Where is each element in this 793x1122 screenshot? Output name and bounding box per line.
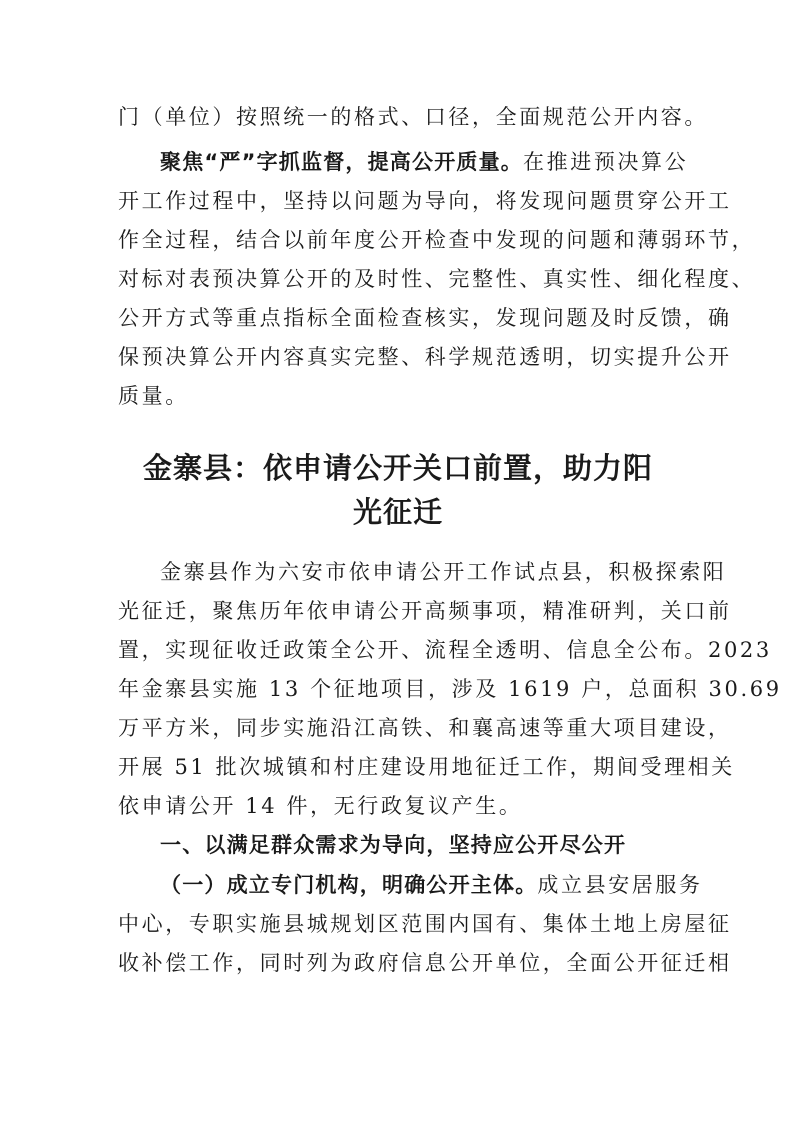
- paragraph-line: 质量。: [118, 384, 189, 408]
- paragraph-first-line: [160, 147, 689, 177]
- paragraph-line: 对标对表预决算公开的及时性、完整性、真实性、细化程度、: [118, 267, 756, 291]
- paragraph-line-text: 在推进预决算公: [523, 150, 689, 174]
- article-title-line-1: 金寨县：依申请公开关口前置，助力阳: [142, 451, 653, 485]
- paragraph-first-line: [160, 870, 703, 900]
- paragraph-line: 开展 51 批次城镇和村庄建设用地征迁工作，期间受理相关: [118, 755, 735, 779]
- section-heading: 一、以满足群众需求为导向，坚持应公开尽公开: [160, 833, 627, 857]
- paragraph-line: 开工作过程中，坚持以问题为导向，将发现问题贯穿公开工: [118, 189, 732, 213]
- paragraph-line: 置，实现征收迁政策全公开、流程全透明、信息全公布。2023: [118, 638, 772, 662]
- paragraph-line-text: 成立县安居服务: [537, 873, 703, 897]
- paragraph-line: 作全过程，结合以前年度公开检查中发现的问题和薄弱环节，: [118, 228, 756, 252]
- article-title-line-2: 光征迁: [352, 495, 443, 529]
- paragraph-line: 依申请公开 14 件，无行政复议产生。: [118, 794, 523, 818]
- paragraph-line: 公开方式等重点指标全面检查核实，发现问题及时反馈，确: [118, 306, 732, 330]
- paragraph-lead-bold: （一）成立专门机构，明确公开主体。: [160, 873, 538, 897]
- paragraph-line: 年金寨县实施 13 个征地项目，涉及 1619 户，总面积 30.69: [118, 677, 782, 701]
- paragraph-line: 光征迁，聚焦历年依申请公开高频事项，精准研判，关口前: [118, 599, 732, 623]
- paragraph-line: 保预决算公开内容真实完整、科学规范透明，切实提升公开: [118, 345, 732, 369]
- paragraph-line: 收补偿工作，同时列为政府信息公开单位，全面公开征迁相: [118, 951, 732, 975]
- paragraph-first-line: 金寨县作为六安市依申请公开工作试点县，积极探索阳: [160, 560, 727, 584]
- paragraph-line: 门（单位）按照统一的格式、口径，全面规范公开内容。: [118, 105, 708, 129]
- paragraph-lead-bold: 聚焦“严”字抓监督，提高公开质量。: [160, 150, 524, 174]
- paragraph-line: 万平方米，同步实施沿江高铁、和襄高速等重大项目建设，: [118, 716, 732, 740]
- paragraph-line: 中心，专职实施县城规划区范围内国有、集体土地上房屋征: [118, 912, 732, 936]
